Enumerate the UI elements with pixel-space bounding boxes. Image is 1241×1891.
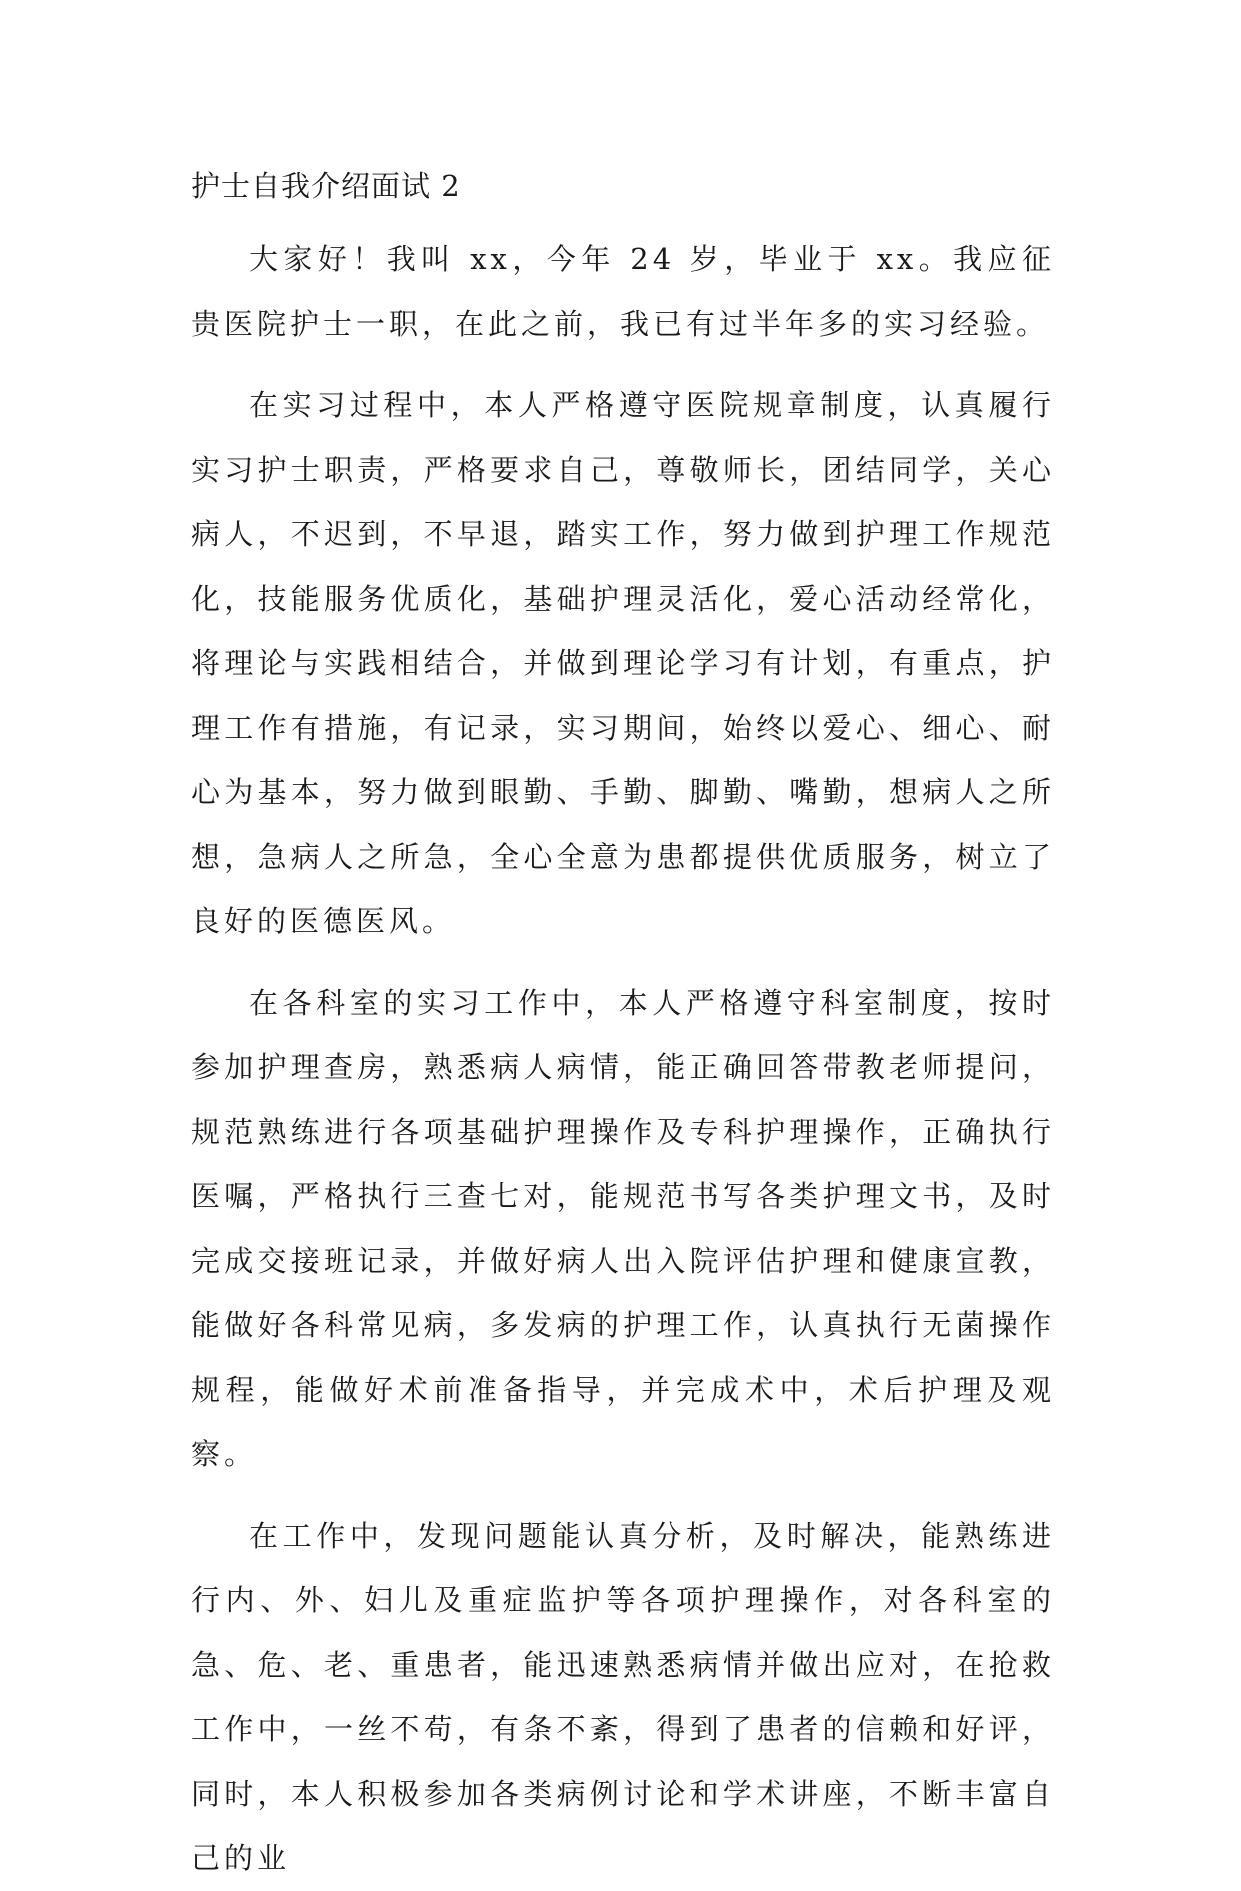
document-body bbox=[191, 162, 1055, 1891]
paragraph-work-skills: 在工作中，发现问题能认真分析，及时解决，能熟练进行内、外、妇儿及重症监护等各项护理操作，对各科室的急、危、老、重患者，能迅速熟悉病情并做出应对，在抢救工作中，一丝不苟，有条不紊，得到了患者的信赖和好评，同时，本人积极参加各类病例讨论和学术讲座，不断丰富自己的业 bbox=[191, 1518, 1055, 1875]
paragraph-internship-conduct: 在实习过程中，本人严格遵守医院规章制度，认真履行实习护士职责，严格要求自己，尊敬师长，团结同学，关心病人，不迟到，不早退，踏实工作，努力做到护理工作规范化，技能服务优质化，基础护理灵活化，爱心活动经常化，将理论与实践相结合，并做到理论学习有计划，有重点，护理工作有措施，有记录，实习期间，始终以爱心、细心、耐心为基本，努力做到眼勤、手勤、脚勤、嘴勤，想病人之所想，急病人之所急，全心全意为患都提供优质服务，树立了良好的医德医风。 bbox=[191, 388, 1055, 938]
document-title: 护士自我介绍面试 2 bbox=[191, 169, 461, 203]
paragraph-self-introduction: 大家好！我叫 xx，今年 24 岁，毕业于 xx。我应征贵医院护士一职，在此之前，我已有过半年多的实习经验。 bbox=[191, 242, 1055, 341]
paragraph-department-work: 在各科室的实习工作中，本人严格遵守科室制度，按时参加护理查房，熟悉病人病情，能正确回答带教老师提问，规范熟练进行各项基础护理操作及专科护理操作，正确执行医嘱，严格执行三查七对，能规范书写各类护理文书，及时完成交接班记录，并做好病人出入院评估护理和健康宣教，能做好各科常见病，多发病的护理工作，认真执行无菌操作规程，能做好术前准备指导，并完成术中，术后护理及观察。 bbox=[191, 985, 1055, 1471]
